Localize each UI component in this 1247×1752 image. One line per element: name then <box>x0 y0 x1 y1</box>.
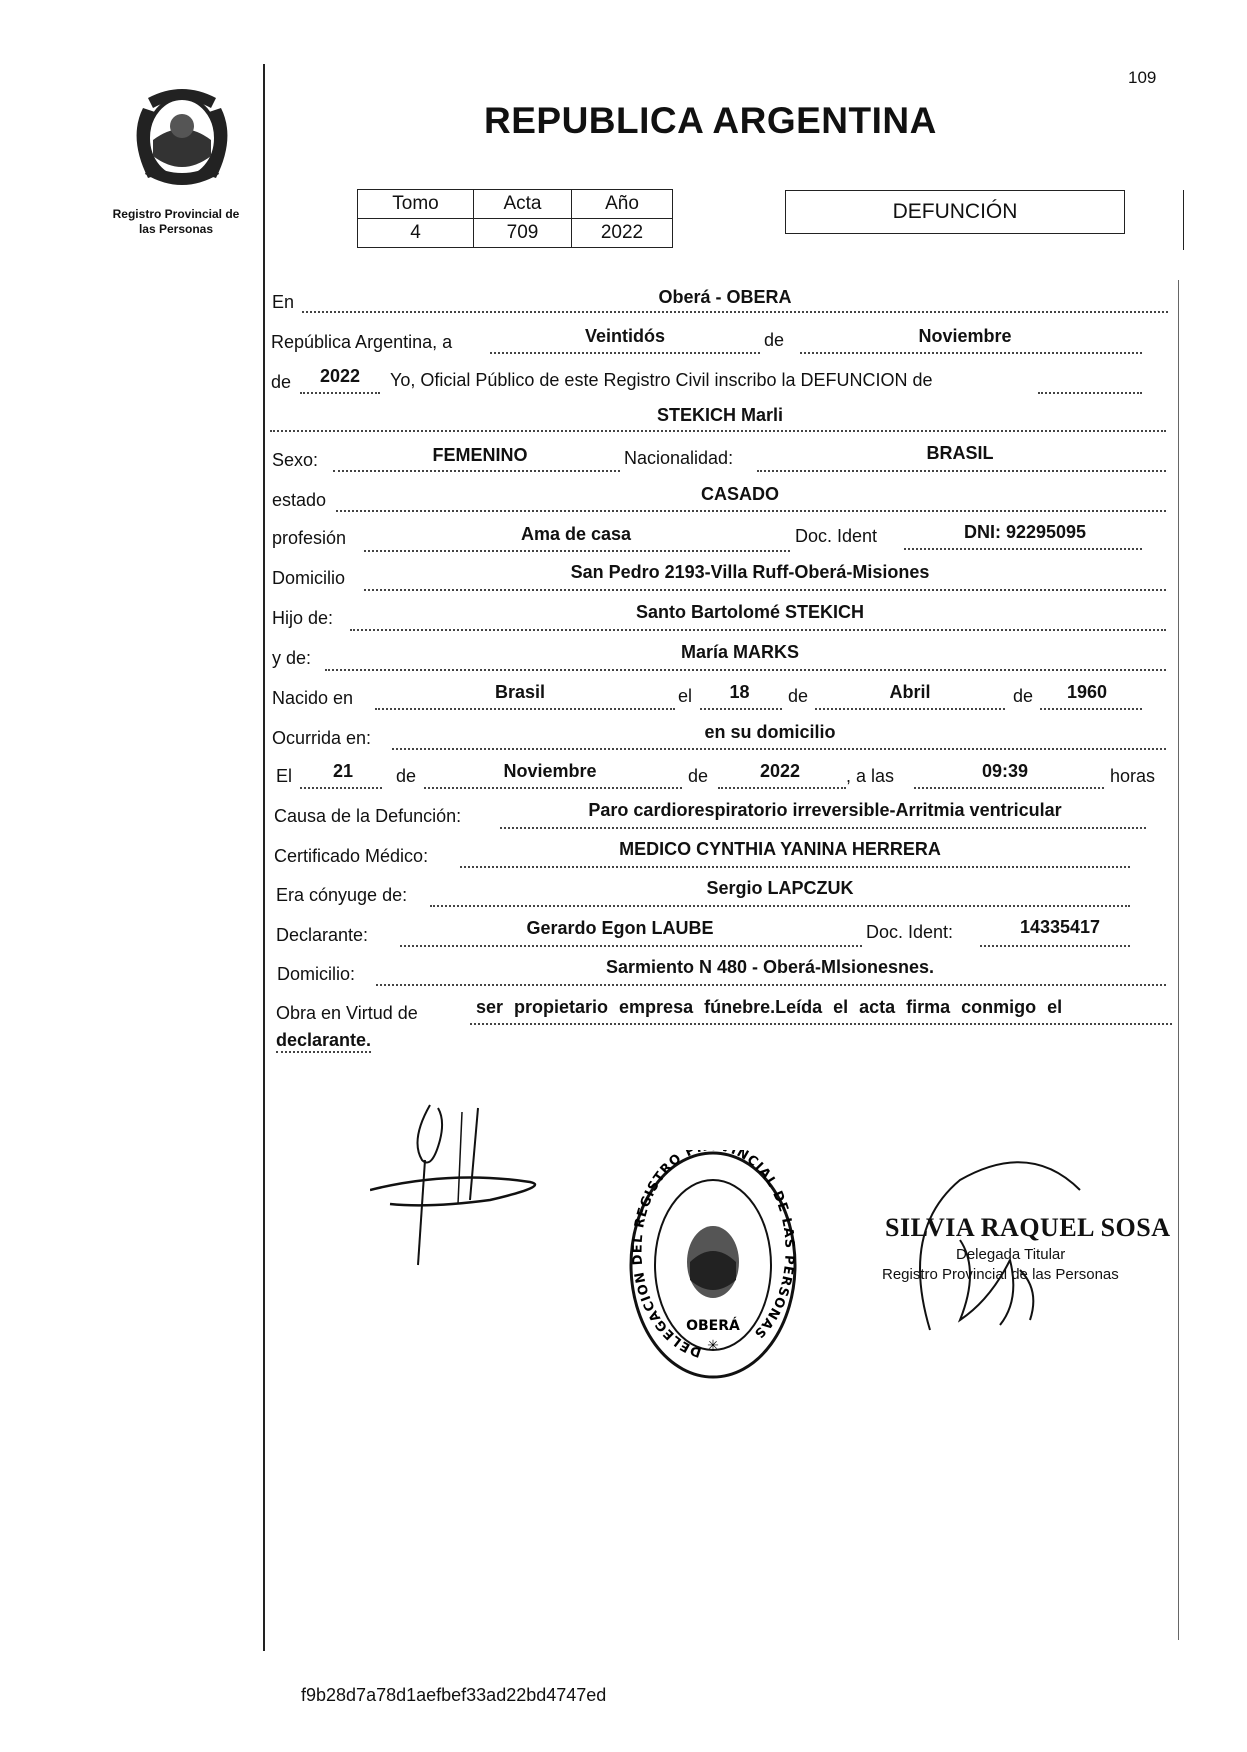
nacido-dots <box>375 708 675 710</box>
certificado-label: Certificado Médico: <box>274 846 429 866</box>
seal-stamp-icon <box>628 1150 798 1380</box>
estado-value: CASADO <box>700 484 779 504</box>
yde-value: María MARKS <box>680 642 800 662</box>
acta-value-row <box>358 219 673 248</box>
birth-month: Abril <box>889 682 931 702</box>
provincia-seal-icon <box>123 78 241 196</box>
declarante-value: Gerardo Egon LAUBE <box>526 918 714 938</box>
document-type-box: DEFUNCIÓN <box>785 190 1125 234</box>
birth-year: 1960 <box>1066 682 1108 702</box>
death-time: 09:39 <box>981 761 1029 781</box>
conyuge-label: Era cónyuge de: <box>276 885 408 905</box>
estado-label: estado <box>272 490 327 510</box>
doc2-label: Doc. Ident: <box>866 922 954 942</box>
obra-value: ser propietario empresa fúnebre.Leída el acta firma conmigo el <box>476 997 1063 1017</box>
conyuge-value: Sergio LAPCZUK <box>706 878 854 898</box>
ocurrida-dots <box>392 748 1166 750</box>
obra-label: Obra en Virtud de <box>276 1003 418 1023</box>
birth-de-label: de <box>788 686 809 706</box>
profesion-dots <box>364 550 790 552</box>
domicilio2-value: Sarmiento N 480 - Oberá-Mlsionesnes. <box>605 957 935 977</box>
hijo-dots <box>350 629 1166 631</box>
doc-ident-value: DNI: 92295095 <box>963 522 1087 542</box>
alas-label: , a las <box>846 766 895 786</box>
page-number: 109 <box>1128 68 1157 87</box>
seal-city: OBERÁ <box>686 1318 740 1334</box>
official-signature-icon <box>900 1150 1100 1340</box>
signatory-office: Registro Provincial de las Personas <box>882 1266 1119 1283</box>
domicilio2-dots <box>376 984 1166 986</box>
estado-dots <box>336 510 1166 512</box>
de-label-2: de <box>271 372 292 392</box>
registry-logo <box>123 78 241 196</box>
declarante-label: Declarante: <box>276 925 369 945</box>
seal-star-icon: ✳ <box>707 1338 719 1354</box>
profesion-label: profesión <box>272 528 347 548</box>
obra-value-cont: declarante. <box>276 1030 371 1053</box>
year-dots <box>300 392 380 394</box>
handwritten-signature-icon <box>370 1100 590 1270</box>
registration-year: 2022 <box>319 366 361 386</box>
declarante-dots <box>400 945 862 947</box>
seal-ring-text: DELEGACION DEL REGISTRO P INCIAL DE LAS PERSONAS <box>630 1150 797 1360</box>
birth-de-label-2: de <box>1013 686 1034 706</box>
domicilio-value: San Pedro 2193-Villa Ruff-Oberá-Misiones <box>570 562 930 582</box>
nacionalidad-label: Nacionalidad: <box>624 448 734 468</box>
causa-label: Causa de la Defunción: <box>274 806 462 826</box>
doc-ident-label: Doc. Ident <box>795 526 878 546</box>
en-label: En <box>272 292 295 312</box>
hijo-label: Hijo de: <box>272 608 334 628</box>
hijo-value: Santo Bartolomé STEKICH <box>635 602 865 622</box>
yde-dots <box>325 669 1166 671</box>
death-year: 2022 <box>759 761 801 781</box>
statement-dots <box>1038 392 1142 394</box>
death-month: Noviembre <box>503 761 597 781</box>
domicilio-dots <box>364 589 1166 591</box>
statement-text: Yo, Oficial Público de este Registro Civil inscribo la DEFUNCION de <box>390 370 933 390</box>
republica-label: República Argentina, a <box>271 332 453 352</box>
right-margin-mark <box>1183 190 1184 250</box>
certificado-value: MEDICO CYNTHIA YANINA HERRERA <box>619 839 941 859</box>
left-margin-line <box>263 64 265 1651</box>
acta-header-acta: Acta <box>474 190 572 219</box>
death-de-label-2: de <box>688 766 709 786</box>
death-month-dots <box>424 787 682 789</box>
registry-label <box>96 207 256 237</box>
el-label: el <box>678 686 693 706</box>
death-time-dots <box>914 787 1104 789</box>
death-year-dots <box>718 787 846 789</box>
registration-month: Noviembre <box>918 326 1012 346</box>
registry-label-line2: las Personas <box>138 222 214 236</box>
de-label: de <box>764 330 785 350</box>
causa-dots <box>500 827 1146 829</box>
official-signature <box>900 1150 1100 1340</box>
conyuge-dots <box>430 905 1130 907</box>
registry-label-line1: Registro Provincial de <box>112 207 240 221</box>
birth-day-dots <box>700 708 782 710</box>
doc2-dots <box>980 945 1130 947</box>
day-dots <box>490 352 760 354</box>
signatory-role: Delegada Titular <box>956 1246 1066 1263</box>
sexo-label: Sexo: <box>272 450 319 470</box>
sexo-value: FEMENINO <box>432 445 528 465</box>
acta-value-tomo: 4 <box>358 219 474 248</box>
declarant-signature <box>370 1100 590 1270</box>
nacionalidad-dots <box>757 470 1166 472</box>
document-hash: f9b28d7a78d1aefbef33ad22bd4747ed <box>301 1685 607 1705</box>
registration-day: Veintidós <box>584 326 665 346</box>
ocurrida-label: Ocurrida en: <box>272 728 372 748</box>
birth-year-dots <box>1040 708 1142 710</box>
causa-value: Paro cardiorespiratorio irreversible-Arritmia ventricular <box>588 800 1062 820</box>
nacionalidad-value: BRASIL <box>926 443 994 463</box>
acta-value-ano: 2022 <box>572 219 673 248</box>
acta-table <box>357 189 673 248</box>
el-death-label: El <box>276 766 293 786</box>
acta-header-row <box>358 190 673 219</box>
en-value: Oberá - OBERA <box>658 287 792 307</box>
page-title: REPUBLICA ARGENTINA <box>484 100 937 141</box>
right-margin-line <box>1178 280 1179 1640</box>
birth-month-dots <box>815 708 1005 710</box>
ocurrida-value: en su domicilio <box>704 722 836 742</box>
acta-header-tomo: Tomo <box>358 190 474 219</box>
month-dots <box>800 352 1142 354</box>
nacido-value: Brasil <box>494 682 546 702</box>
domicilio2-label: Domicilio: <box>277 964 356 984</box>
profesion-value: Ama de casa <box>520 524 632 544</box>
nacido-label: Nacido en <box>272 688 354 708</box>
en-dots <box>302 311 1168 313</box>
horas-label: horas <box>1110 766 1156 786</box>
yde-label: y de: <box>272 648 312 668</box>
domicilio-label: Domicilio <box>272 568 346 588</box>
obra-dots <box>470 1023 1172 1025</box>
deceased-name: STEKICH Marli <box>656 405 784 425</box>
death-day: 21 <box>332 761 354 781</box>
acta-value-acta: 709 <box>474 219 572 248</box>
deceased-dots <box>270 430 1166 432</box>
acta-header-ano: Año <box>572 190 673 219</box>
certificado-dots <box>460 866 1130 868</box>
sexo-dots <box>333 470 620 472</box>
doc-ident-dots <box>904 548 1142 550</box>
birth-day: 18 <box>729 682 750 702</box>
death-day-dots <box>300 787 382 789</box>
signatory-name: SILVIA RAQUEL SOSA <box>885 1213 1171 1242</box>
doc2-value: 14335417 <box>1019 917 1101 937</box>
death-de-label: de <box>396 766 417 786</box>
official-seal <box>628 1150 798 1380</box>
